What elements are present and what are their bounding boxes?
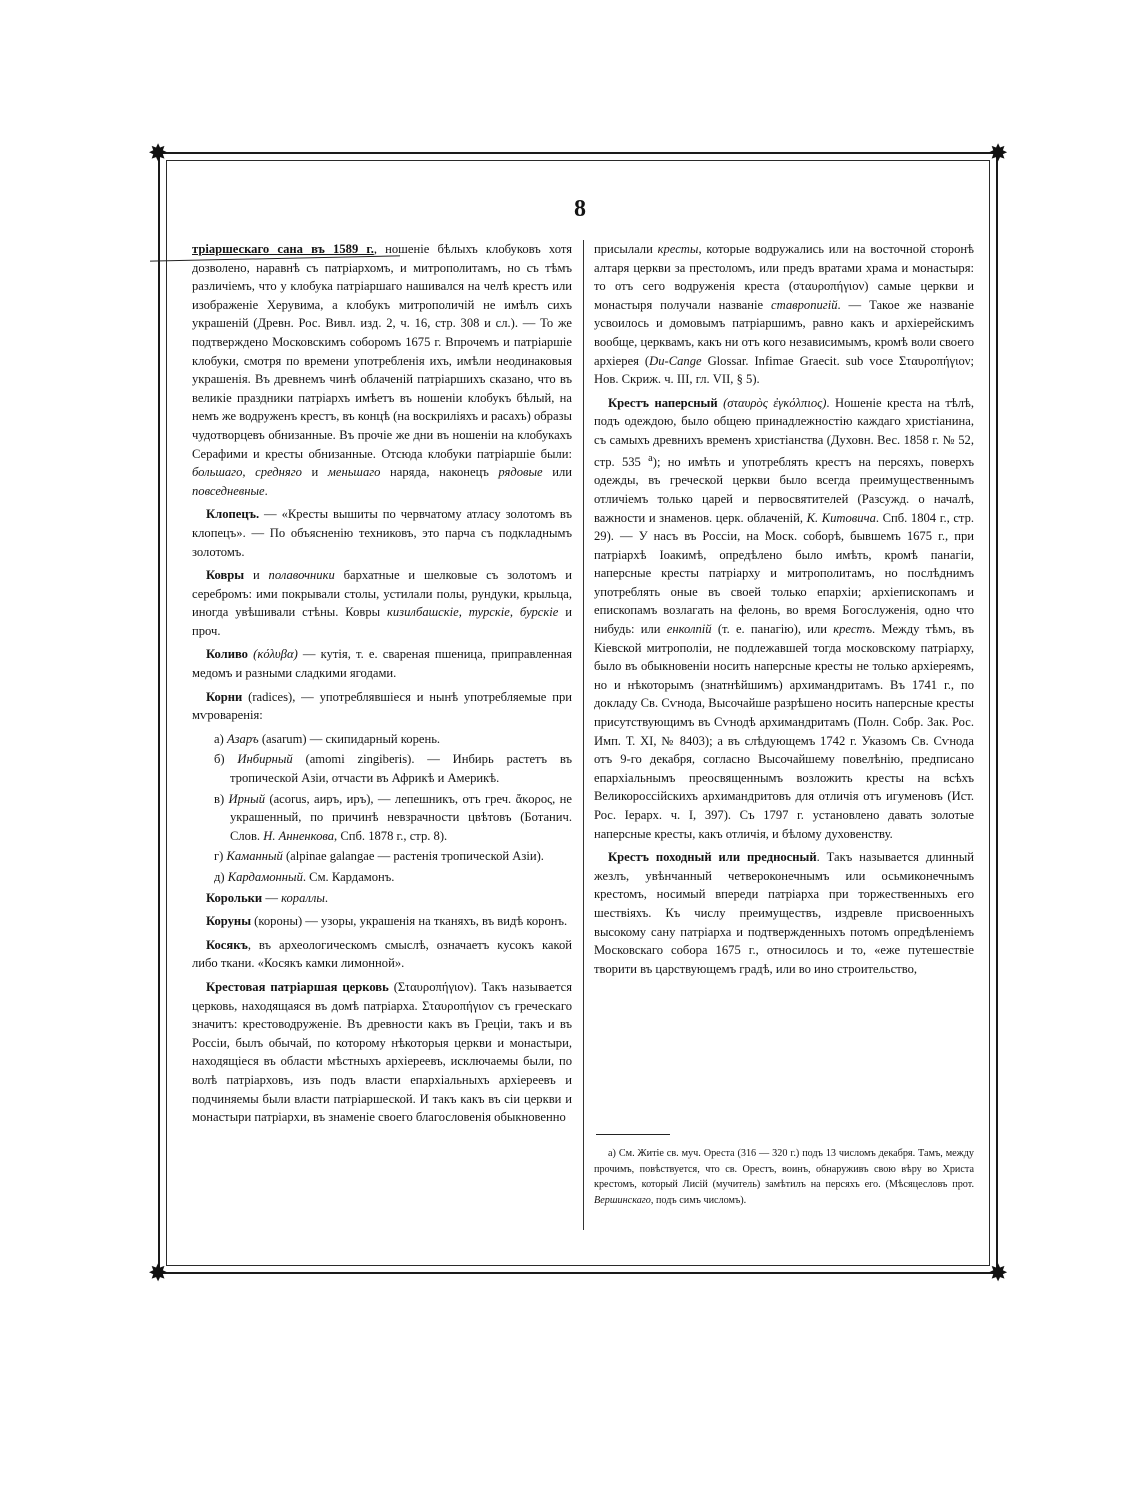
footnote-a: а) См. Житіе св. муч. Ореста (316 — 320 г.) подъ 13 числомъ декабря. Тамъ, между прочимъ, повѣствуется, что св. Орестъ, воинъ, обнаруживъ свою вѣру во Христа крестомъ, который Лисій (мучитель) замѣтилъ на персяхъ его. (Мѣсяцесловъ прот. Вершинскаго, подъ симъ числомъ).	[594, 1148, 974, 1206]
page-number: 8	[574, 196, 586, 222]
left-column	[192, 240, 572, 1132]
right-column	[594, 240, 974, 983]
corner-ornament-icon: ✸	[987, 139, 1009, 167]
entry-kovry: Ковры и полавочники бархатные и шелковые съ золотомъ и серебромъ: ими покрывали столы, устилали полы, рундуки, крыльца, иногда увѣшивали стѣны. Ковры кизилбашскіе, турскіе, бурскіе и проч.	[192, 568, 572, 638]
entry-krestovaya-tserkov: Крестовая патріаршая церковь (Σταυροπήγιον). Такъ называется церковь, находящаяся въ домѣ патріарха. Σταυροπήγιον съ греческаго значитъ: крестоводруженіе. Въ древности какъ въ Греціи, такъ и въ Россіи, былъ обычай, по которому нѣкоторыя церкви и монастыри, находящіеся въ области мѣстныхъ архіереевъ, исключаемы были, по волѣ патріарховъ, изъ подъ власти епархіальныхъ архіереевъ и подчиняемы были власти патріаршеской. И такъ какъ въ сіи церкви и монастыри патріархи, въ знаменіе своего благословенія обыкновенно	[192, 979, 572, 1125]
footnote-rule	[596, 1134, 670, 1135]
entry-korolki: Корольки — кораллы.	[206, 890, 329, 905]
entry-kosyak: Косякъ, въ археологическомъ смыслѣ, означаетъ кусокъ какой либо ткани. «Косякъ камки лимонной».	[192, 937, 572, 971]
corner-ornament-icon: ✸	[147, 139, 169, 167]
headword: Клопецъ.	[206, 507, 260, 522]
entry-krest-napersny: Крестъ наперсный (σταυρὸς ἐγκόλπιος). Ношеніе креста на тѣлѣ, подъ одеждою, было общею принадлежностію каждаго христіанина, съ самыхъ древнихъ временъ христіанства (Духовн. Вес. 1858 г. № 52, стр. 535 $^а$); но имѣть и употреблять крестъ на персяхъ, поверхъ одежды, въ греческой церкви было всегда преимущественнымъ отличіемъ только царей и первосвятителей (Разсужд. о началѣ, важности и знаменов. церк. облаченій, К. Китовича. Спб. 1804 г., стр. 29). — У насъ въ Россіи, на Моск. соборѣ, бывшемъ 1675 г., при патріархѣ Іоакимѣ, опредѣлено было имѣть, кромѣ панагіи, наперсные кресты патріарху и митрополитамъ, но послѣднимъ употреблять оные въ своей только епархіи; архіепископамъ и епископамъ возлагать на фелонь, во время Богослуженія, одно что нибудь: или енколпій (т. е. панагію), или крестъ. Между тѣмъ, въ Кіевской митрополіи, не подлежавшей тогда московскому патріарху, было въ обыкновеніи носить наперсные кресты не только архіереямъ, но и нѣкоторымъ (знатнѣйшимъ) архимандритамъ. Въ 1741 г., по докладу Св. Сѵнода, Высочайше разрѣшено носить наперсные кресты присутствующимъ въ Сѵнодѣ архимандритамъ (Полн. Собр. Зак. Рос. Имп. Т. XI, № 8403); а въ слѣдующемъ 1742 г. Указомъ Св. Сѵнода отъ 9-го декабря, согласно Высочайшему повелѣнію, предписано епархіальнымъ преосвященнымъ возложить кресты на всѣхъ Великороссійскихъ архимандритовъ для отличія отъ игуменовъ (Ист. Рос. Іерарх. ч. I, 397). Съ 1797 г. установлено давать золотые наперсные кресты, какъ отличія, и бѣлому духовенству.	[594, 395, 975, 841]
root-item: д) Кардамонный. См. Кардамонъ.	[214, 870, 395, 884]
headword: Корни	[206, 689, 243, 704]
root-item: а) Азаръ (asarum) — скипидарный корень.	[214, 731, 441, 746]
corner-ornament-icon: ✸	[147, 1259, 169, 1287]
headword: Крестъ походный или предносный	[608, 850, 817, 865]
headword: Коруны	[206, 914, 252, 929]
root-item: в) Ирный (acorus, аиръ, иръ), — лепешникъ, отъ греч. ἄκορος, не украшенный, по причинѣ невзрачности цвѣтовъ (Ботанич. Слов. Н. Анненкова, Спб. 1878 г., стр. 8).	[214, 791, 572, 843]
column-divider	[583, 240, 584, 1230]
paragraph-stavropigiya: присылали кресты, которые водружались или на восточной сторонѣ алтаря церкви за престоломъ, или предъ вратами храма и монастыря: то отъ сего водруженія креста (σταυροπήγιον) самые церкви и монастыря получали названіе ставропигій. — Такое же названіе усвоилось и домовымъ патріаршимъ, равно какъ и архіерейскимъ вообще, церквамъ, какъ ни отъ кого независимымъ, кромѣ воли своего архіерея (Du-Cange Glossar. Infimae Graecit. sub voce Σταυροπήγιον; Нов. Скриж. ч. III, гл. VII, § 5).	[594, 242, 975, 387]
headword: Ковры	[206, 568, 245, 583]
headword: Косякъ	[206, 937, 248, 952]
entry-krest-pokhodny: Крестъ походный или предносный. Такъ называется длинный жезлъ, увѣнчанный четвероконечнымъ или осьмиконечнымъ крестомъ, носимый впереди патріарха при торжественныхъ его шествіяхъ. Къ числу преимуществъ, издревле присвоенныхъ высокому сану патріарха и подтвержденныхъ потомъ опредѣленіемъ Московскаго собора 1675 г., относилось и то, «еже путешествіе творити въ царствующемъ градѣ, или во ино строительство,	[594, 850, 974, 976]
root-item: б) Инбирный (amomi zingiberis). — Инбирь растетъ въ тропической Азіи, отчасти въ Африкѣ и Америкѣ.	[214, 752, 572, 786]
headword: Корольки	[206, 890, 263, 905]
footnotes	[594, 1146, 974, 1208]
headword: Крестъ наперсный	[608, 395, 718, 410]
headword: Крестовая патріаршая церковь	[206, 979, 389, 994]
entry-koruny: Коруны (короны) — узоры, украшенія на тканяхъ, въ видѣ коронъ.	[206, 914, 568, 929]
entry-kolivo: Коливо (κόλυβα) — кутія, т. е. свареная пшеница, приправленная медомъ и разными сладкими ягодами.	[192, 647, 572, 681]
entry-klopets: Клопецъ. — «Кресты вышиты по червчатому атласу золотомъ въ клопецъ». — По объясненію техниковъ, это парча съ подкладнымъ золотомъ.	[192, 507, 572, 559]
footnote-marker[interactable]: а	[648, 452, 653, 464]
underlined-phrase: тріаршескаго сана въ 1589 г.	[192, 242, 374, 256]
paragraph-klobuk: тріаршескаго сана въ 1589 г., ношеніе бѣлыхъ клобуковъ хотя дозволено, наравнѣ съ патріархомъ, и митрополитамъ, но съ тѣмъ различіемъ, что у клобука патріаршаго нашивался на челѣ крестъ или изображеніе Херувима, а клобукъ митрополичій не имѣлъ сихъ украшеній (Древн. Рос. Вивл. изд. 2, ч. 16, стр. 308 и сл.). — То же подтверждено Московскимъ соборомъ 1675 г. Впрочемъ и патріаршіе клобуки, смотря по времени употребленія ихъ, имѣли неодинаковыя украшенія. Въ древнемъ чинѣ облаченій патріаршихъ сказано, что въ великіе праздники патріархъ имѣетъ въ ношеніи клобукъ бѣлый, на немъ же водруженъ крестъ, въ концѣ (на воскриліяхъ и расахъ) образы чудотворцевъ обнизанные. Въ прочіе же дни въ ношеніи на клобукахъ Серафими и кресты обнизанные. Отсюда клобуки патріаршіе были: большаго, средняго и меньшаго наряда, наконецъ рядовые или повседневные.	[192, 242, 572, 498]
headword: Коливо	[206, 647, 248, 662]
corner-ornament-icon: ✸	[987, 1259, 1009, 1287]
root-item: г) Каманный (alpinae galangae — растенія тропической Азіи).	[214, 849, 544, 864]
entry-korni: Корни (radices), — употреблявшіеся и нынѣ употребляемые при мѵроваренія:	[192, 689, 572, 723]
